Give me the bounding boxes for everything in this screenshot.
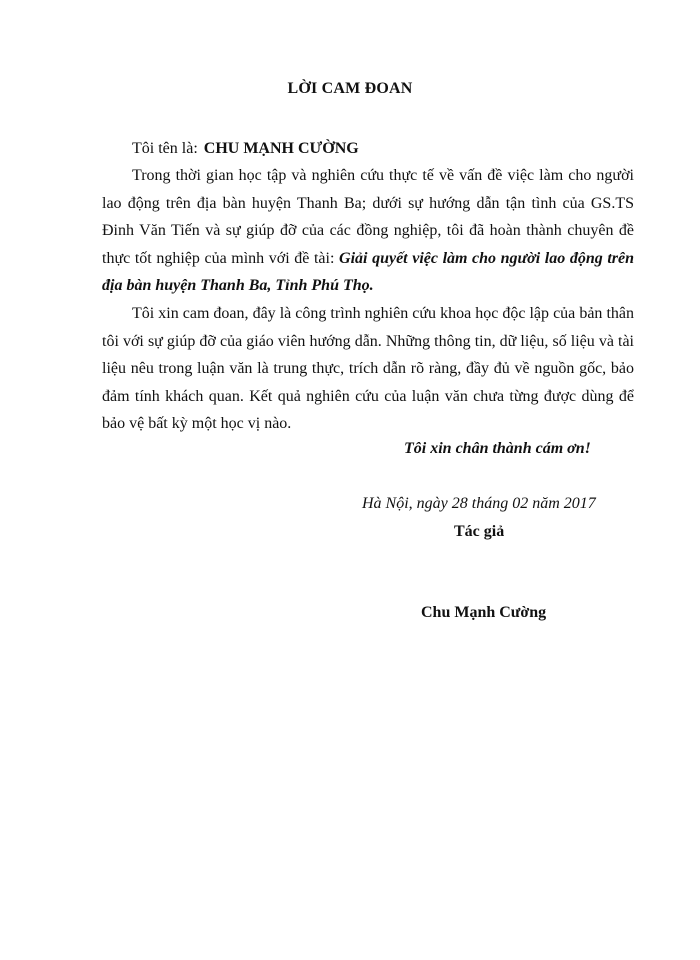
- paragraph-intro: [102, 162, 634, 300]
- thesis-topic: Giải quyết việc làm cho người lao động trên địa bàn huyện Thanh Ba, Tỉnh Phú Thọ.: [102, 249, 634, 294]
- paragraph-declaration: Tôi xin cam đoan, đây là công trình nghiên cứu khoa học độc lập của bản thân tôi với sự giúp đỡ của giáo viên hướng dẫn. Những thông tin, dữ liệu, số liệu và tài liệu nêu trong luận văn là trung thực, trích dẫn rõ ràng, đầy đủ về nguồn gốc, bảo đảm tính khách quan. Kết quả nghiên cứu của luận văn chưa từng được dùng để bảo vệ bất kỳ một học vị nào.: [102, 305, 634, 432]
- author-label: Tác giả: [454, 523, 505, 540]
- author-line: [102, 135, 634, 163]
- name-label: Tôi tên là:: [132, 140, 198, 157]
- signature-name: Chu Mạnh Cường: [421, 604, 547, 621]
- thanks-line: Tôi xin chân thành cám ơn!: [404, 440, 591, 457]
- page-title: LỜI CAM ĐOAN: [287, 80, 413, 97]
- paragraph-intro-text: Trong thời gian học tập và nghiên cứu thực tế về vấn đề việc làm cho người lao động trên địa bàn huyện Thanh Ba; dưới sự hướng dẫn tận tình của GS.TS Đinh Văn Tiến và sự giúp đỡ của các đồng nghiệp, tôi đã hoàn thành chuyên đề thực tốt nghiệp của mình với đề tài:: [102, 167, 634, 267]
- place-date: Hà Nội, ngày 28 tháng 02 năm 2017: [362, 495, 596, 512]
- author-name: CHU MẠNH CƯỜNG: [203, 140, 359, 157]
